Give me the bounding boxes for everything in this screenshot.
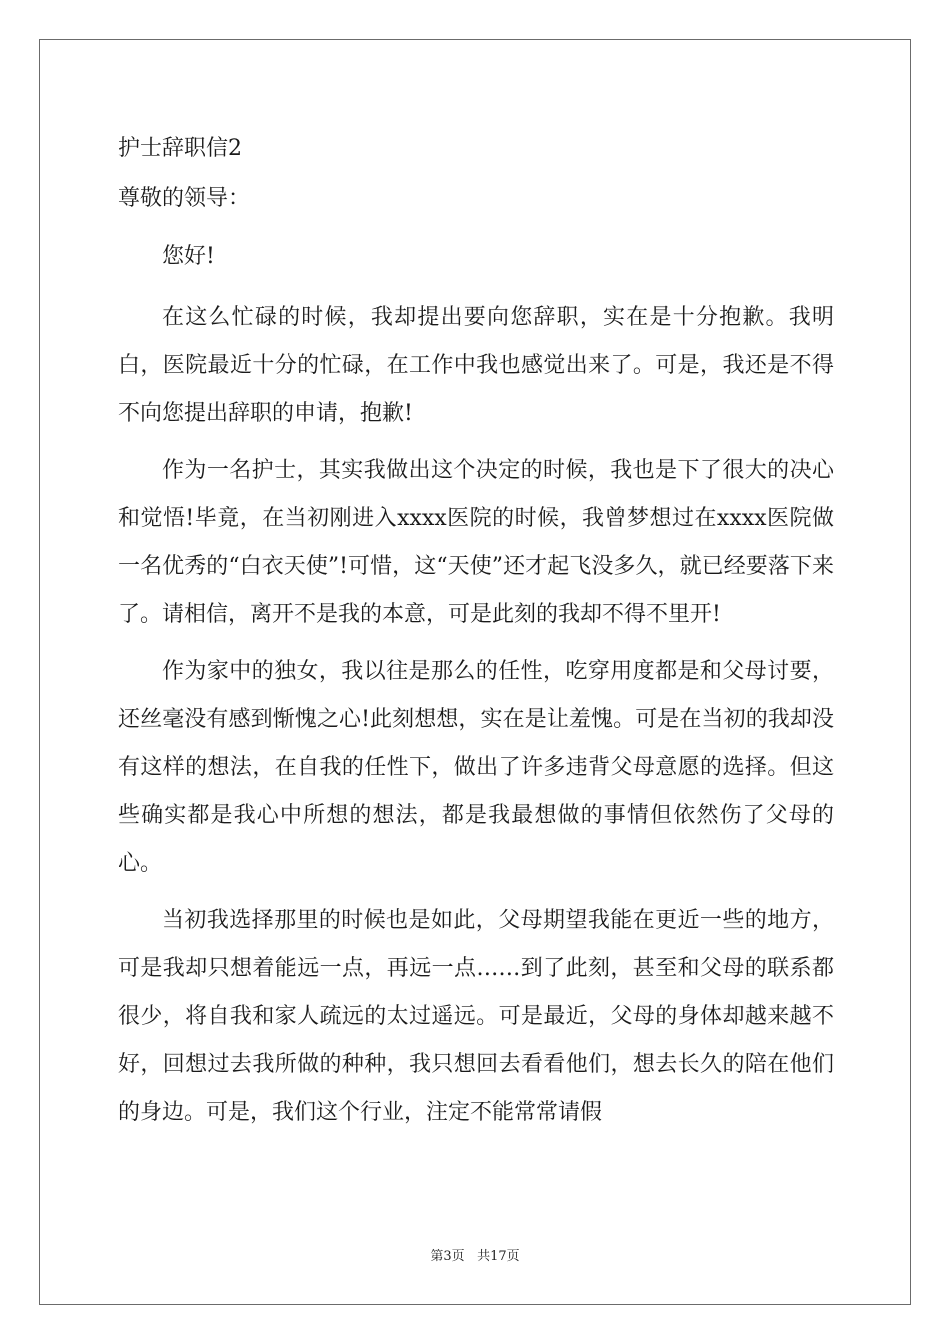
- greeting: 您好!: [162, 244, 215, 269]
- document-title: 护士辞职信2: [118, 136, 242, 161]
- salutation: 尊敬的领导：: [118, 186, 251, 211]
- page-total: 共17页: [477, 1249, 520, 1264]
- paragraph-2: 作为一名护士，其实我做出这个决定的时候，我也是下了很大的决心和觉悟!毕竟，在当初刚进入xxxx医院的时候，我曾梦想过在xxxx医院做一名优秀的“白衣天使”!可惜，这“天使”还才起飞没多久，就已经要落下来了。请相信，离开不是我的本意，可是此刻的我却不得不里开!: [118, 458, 834, 627]
- page-footer: [0, 1245, 950, 1264]
- paragraph-1: 在这么忙碌的时候，我却提出要向您辞职，实在是十分抱歉。我明白，医院最近十分的忙碌，在工作中我也感觉出来了。可是，我还是不得不向您提出辞职的申请，抱歉!: [118, 305, 834, 426]
- document-body: [118, 128, 834, 1137]
- paragraph-4: 当初我选择那里的时候也是如此，父母期望我能在更近一些的地方，可是我却只想着能远一点，再远一点……到了此刻，甚至和父母的联系都很少，将自我和家人疏远的太过遥远。可是最近，父母的身体却越来越不好，回想过去我所做的种种，我只想回去看看他们，想去长久的陪在他们的身边。可是，我们这个行业，注定不能常常请假: [118, 908, 834, 1125]
- page-number: 第3页: [430, 1249, 465, 1264]
- paragraph-3: 作为家中的独女，我以往是那么的任性，吃穿用度都是和父母讨要，还丝毫没有感到惭愧之心!此刻想想，实在是让羞愧。可是在当初的我却没有这样的想法，在自我的任性下，做出了许多违背父母意愿的选择。但这些确实都是我心中所想的想法，都是我最想做的事情但依然伤了父母的心。: [118, 659, 834, 876]
